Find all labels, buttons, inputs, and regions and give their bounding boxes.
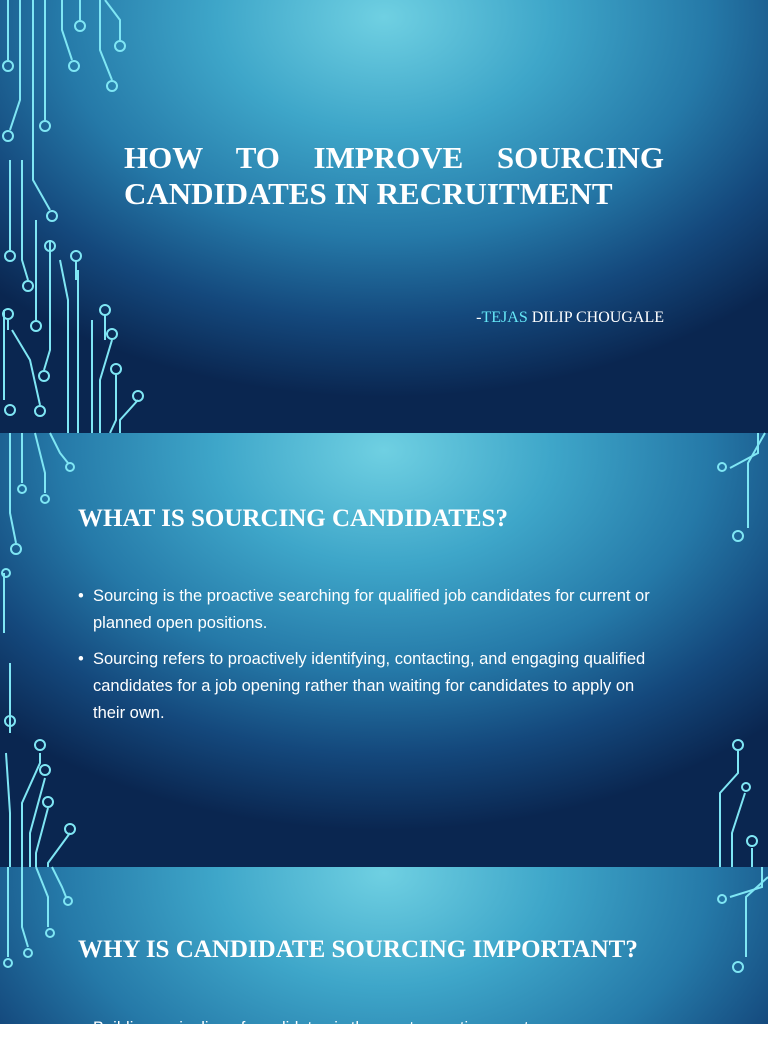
author-rest-name: DILIP CHOUGALE	[527, 309, 664, 326]
presentation-title: HOW TO IMPROVE SOURCING CANDIDATES IN RECRUITMENT	[124, 140, 664, 211]
bullet-item: • Sourcing is the proactive searching for qualified job candidates for current or planned open positions.	[78, 583, 668, 637]
title-slide	[0, 0, 768, 433]
slide-heading: WHAT IS SOURCING CANDIDATES?	[78, 505, 508, 532]
bullet-item: • Sourcing refers to proactively identifying, contacting, and engaging qualified candidates for a job opening rather than waiting for candidates to apply on their own.	[78, 646, 668, 727]
bullet-list	[78, 583, 668, 736]
bullet-list	[78, 1015, 668, 1051]
content-slide	[0, 433, 768, 867]
bullet-item: • Building a pipeline of candidates is the most proactive way to manage	[78, 1015, 668, 1042]
slide-heading: WHY IS CANDIDATE SOURCING IMPORTANT?	[78, 936, 638, 963]
circuit-decoration-right	[690, 433, 768, 867]
circuit-decoration-right	[690, 867, 768, 1024]
author-first-name: TEJAS	[481, 309, 528, 326]
circuit-decoration-left	[0, 0, 150, 433]
content-slide	[0, 867, 768, 1037]
circuit-decoration-left	[0, 867, 80, 1024]
author-line	[476, 309, 664, 327]
author-prefix: -	[476, 309, 482, 326]
circuit-decoration-left	[0, 433, 80, 867]
